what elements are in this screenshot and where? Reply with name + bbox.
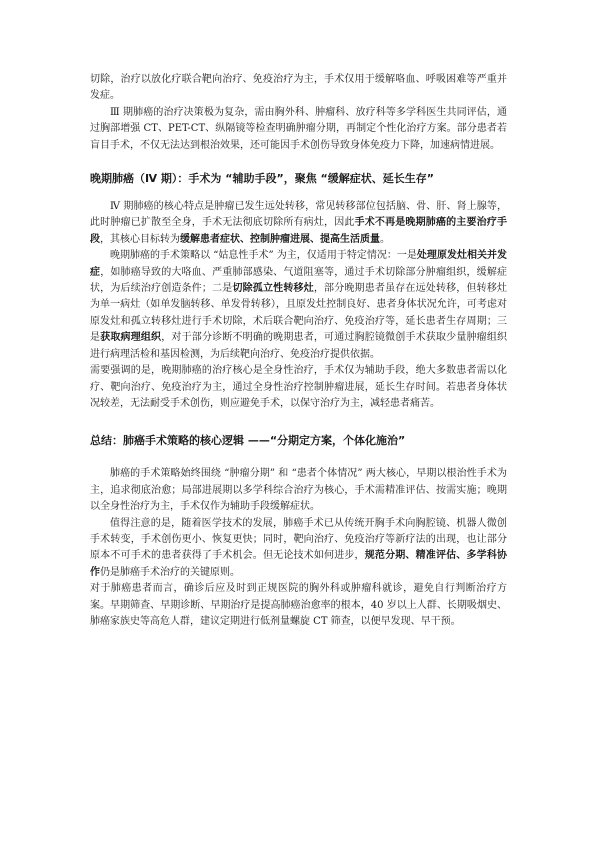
- bold-text: 处理原发灶相关并发症: [90, 250, 508, 278]
- paragraph-stage4-strategy: [90, 248, 507, 363]
- bold-text: 切除孤立性转移灶: [232, 283, 314, 295]
- bold-text: 缓解患者症状、控制肿瘤进展、提高生活质量: [180, 233, 380, 245]
- text-run: Ⅳ 期肺癌的核心特点是肿瘤已发生远处转移，常见转移部位包括脑、骨、肝、肾上腺等，此时肿瘤已扩散至全身，手术无法彻底切除所有病灶，因此: [90, 201, 507, 229]
- paragraph-stage3-continued: 切除，治疗以放化疗联合靶向治疗、免疫治疗为主，手术仅用于缓解咯血、呼吸困难等严重并发症。: [90, 74, 507, 102]
- section-heading-stage4: 晚期肺癌（Ⅳ 期）：手术为 “辅助手段”，聚焦 “缓解症状、延长生存”: [90, 172, 434, 186]
- text-run: 晚期肺癌的手术策略以 “姑息性手术” 为主，仅适用于特定情况：一是: [110, 250, 417, 262]
- text-run: ，如肺癌导致的大咯血、严重肺部感染、气道阻塞等，通过手术切除部分肿瘤组织，缓解症状，为后续治疗创造条件；二是: [90, 266, 508, 295]
- text-run: ，其核心目标转为: [100, 233, 180, 245]
- document-page: [90, 72, 507, 630]
- paragraph-stage4-emphasis: 需要强调的是，晚期肺癌的治疗核心是全身性治疗，手术仅为辅助手段，绝大多数患者需以化疗、靶向治疗、免疫治疗为主，通过全身性治疗控制肿瘤进展，延长生存时间。若患者身体状况较差，无法耐受手术创伤，则应避免手术，以保守治疗为主，减轻患者痛苦。: [90, 365, 507, 409]
- text-run: 仍是肺癌手术治疗的关键原则。: [100, 566, 240, 578]
- text-run: ，部分晚期患者虽存在远处转移，但转移灶为单一病灶（如单发脑转移、单发骨转移），且原发灶控制良好、患者身体状况允许，可考虑对原发灶和孤立转移灶进行手术切除，术后联合靶向治疗、免疫治疗等，延长患者生存周期；三是: [90, 283, 508, 344]
- paragraph-stage3-decision: Ⅲ 期肺癌的治疗决策极为复杂，需由胸外科、肿瘤科、放疗科等多学科医生共同评估，通过胸部增强 CT、PET-CT、纵隔镜等检查明确肿瘤分期，再制定个性化治疗方案。部分患者若盲目手术，不仅无法达到根治效果，还可能因手术创伤导致身体免疫力下降，加速病情进展。: [90, 106, 507, 151]
- paragraph-summary-advice: 对于肺癌患者而言，确诊后应及时到正规医院的胸外科或肿瘤科就诊，避免自行判断治疗方案。早期筛查、早期诊断、早期治疗是提高肺癌治愈率的根本，40 岁以上人群、长期吸烟史、肺癌家族史等高危人群，建议定期进行低剂量螺旋 CT 筛查，以便早发现、早干预。: [90, 583, 507, 627]
- text-run: 值得注意的是，随着医学技术的发展，肺癌手术已从传统开胸手术向胸腔镜、机器人微创手术转变，手术创伤更小、恢复更快；同时，靶向治疗、免疫治疗等新疗法的出现，也让部分原本不可手术的患者获得了手术机会。但无论技术如何进步，: [90, 517, 507, 562]
- paragraph-summary-core: 肺癌的手术策略始终围绕 “肿瘤分期” 和 “患者个体情况” 两大核心，早期以根治性手术为主，追求彻底治愈；局部进展期以多学科综合治疗为核心，手术需精准评估、按需实施；晚期以全身性治疗为主，手术仅作为辅助手段缓解症状。: [90, 468, 507, 513]
- text-run: 。: [380, 233, 390, 245]
- bold-text: 规范分期、精准评估、多学科协作: [90, 550, 508, 578]
- bold-text: 获取病理组织: [100, 332, 162, 344]
- paragraph-summary-tech: [90, 516, 507, 582]
- paragraph-stage4-intro: [90, 199, 507, 248]
- text-run: ，对于部分诊断不明确的晚期患者，可通过胸腔镜微创手术获取少量肿瘤组织进行病理活检和基因检测，为后续靶向治疗、免疫治疗提供依据。: [90, 332, 508, 360]
- section-heading-summary: 总结：肺癌手术策略的核心逻辑 ——“分期定方案，个体化施治”: [90, 434, 406, 448]
- bold-text: 手术不再是晚期肺癌的主要治疗手段: [90, 217, 508, 245]
